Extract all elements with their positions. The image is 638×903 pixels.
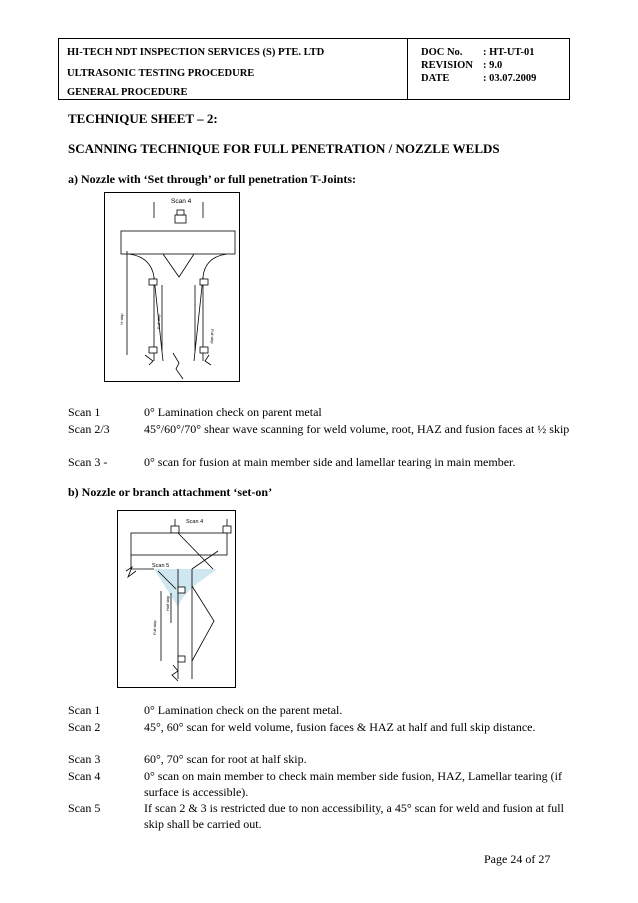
figure-b-full-skip-label: Full skip [152,620,157,635]
procedure-type: GENERAL PROCEDURE [67,87,188,98]
table-row [68,703,568,719]
scan-description: 60°, 70° scan for root at half skip. [144,752,307,766]
scan-label: Scan 1 [68,703,101,717]
section-a-heading: a) Nozzle with ‘Set through’ or full penetration T-Joints: [68,172,356,186]
figure-b-scan5-label: Scan 5 [152,563,170,569]
plate-left-edge [131,555,154,569]
weld-zone-fill [154,569,217,607]
scan-description: 45°, 60° scan for weld volume, fusion faces & HAZ at half and full skip distance. [144,720,536,734]
table-row [68,455,568,471]
probe-lower-left [149,347,157,353]
scan-description: 0° scan on main member to check main member side fusion, HAZ, Lamellar tearing (if surface is accessible). [144,769,562,799]
document-header [58,38,570,100]
scan-description: 0° Lamination check on parent metal [144,405,322,419]
page-subtitle: SCANNING TECHNIQUE FOR FULL PENETRATION / NOZZLE WELDS [68,141,500,156]
table-row [68,801,568,833]
nozzle-wall-right-outer [203,254,227,361]
probe-top-right [223,526,231,533]
table-row [68,769,568,801]
scan-label: Scan 4 [68,769,101,783]
page-number: Page 24 of 27 [484,852,551,866]
procedure-title: ULTRASONIC TESTING PROCEDURE [67,68,255,79]
scan-label: Scan 1 [68,405,101,419]
figure-a-full-left-label: Full skip [156,314,161,329]
figure-b-half-skip-label: Half skip [165,595,170,611]
figure-b-drawing [118,511,237,689]
figure-set-through [104,192,240,382]
company-name: HI-TECH NDT INSPECTION SERVICES (S) PTE. LTD [67,47,325,58]
scan-label: Scan 2 [68,720,101,734]
figure-a-full-right-label: Full skip [210,329,215,344]
section-b-heading: b) Nozzle or branch attachment ‘set-on’ [68,485,273,499]
figure-a-skip-left-label: ½ skip [119,313,124,325]
branch-break-line [172,665,178,681]
probe-upper-right [200,279,208,285]
scan-label: Scan 2/3 [68,422,110,436]
scan4-probe-cap [177,210,184,215]
figure-a-drawing [105,193,241,383]
probe-branch-upper [178,587,185,593]
scan-description: If scan 2 & 3 is restricted due to non accessibility, a 45° scan for weld and fusion at full skip shall be carried out. [144,801,564,831]
break-line [173,353,183,379]
figure-set-on [117,510,236,688]
scan4-probe [175,215,186,223]
scan-description: 0° Lamination check on the parent metal. [144,703,343,717]
probe-lower-left-beam [145,355,153,365]
table-row [68,720,568,752]
header-left-cell [59,39,408,99]
main-member-plate [131,533,227,555]
probe-branch-lower [178,656,185,662]
revision-value: : 9.0 [483,60,503,71]
figure-b-scan4-label: Scan 4 [186,519,204,525]
page-title: TECHNIQUE SHEET – 2: [68,111,218,126]
scan-label: Scan 5 [68,801,101,815]
revision-label: REVISION [421,60,473,71]
figure-a-scan4-label: Scan 4 [171,198,192,205]
scan-description: 0° scan for fusion at main member side and lamellar tearing in main member. [144,455,516,469]
date-value: : 03.07.2009 [483,73,537,84]
scan5-probe-symbol [126,567,136,577]
probe-lower-right-beam [205,355,211,365]
nozzle-wall-left-outer [129,254,154,361]
probe-lower-right [200,347,208,353]
doc-label: DOC No. [421,47,463,58]
scan-description: 45°/60°/70° shear wave scanning for weld volume, root, HAZ and fusion faces at ½ skip [144,422,570,436]
table-row [68,405,568,421]
weld-prep-v [163,254,194,277]
beam-path-3 [192,586,214,661]
table-row [68,422,568,454]
scan-label: Scan 3 - [68,455,108,469]
date-label: DATE [421,73,450,84]
main-member-plate [121,231,235,254]
table-row [68,752,568,768]
scan-label: Scan 3 [68,752,101,766]
doc-value: : HT-UT-01 [483,47,535,58]
probe-top-left [171,526,179,533]
probe-upper-left [149,279,157,285]
